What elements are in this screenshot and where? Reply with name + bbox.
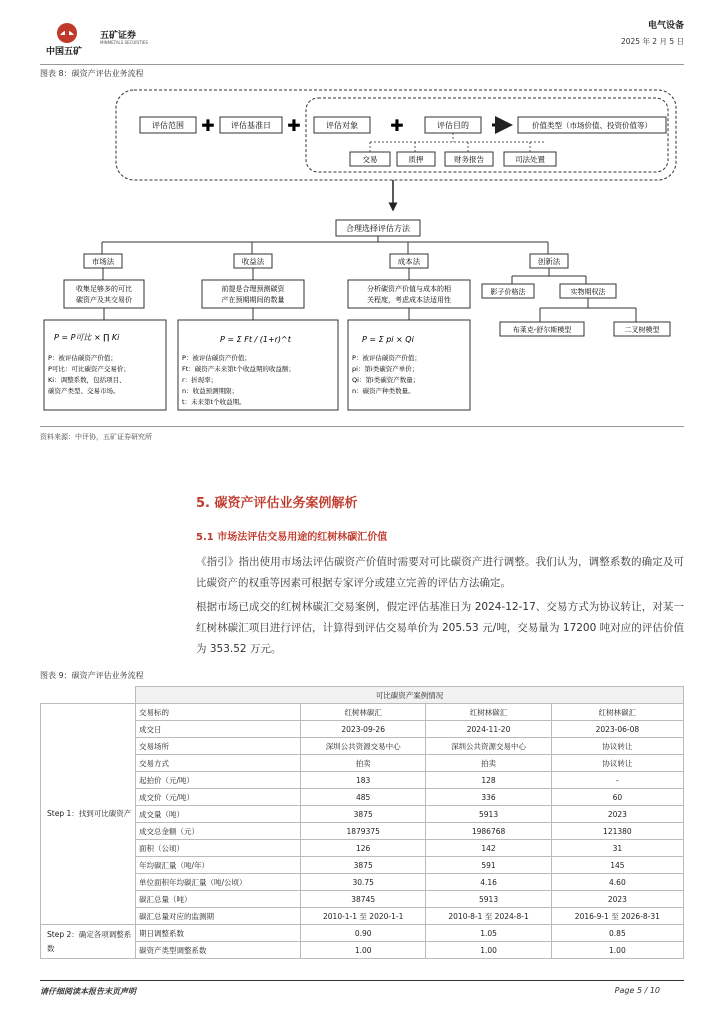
svg-text:r：折现率；: r：折现率；: [182, 376, 218, 384]
table-cell: 31: [551, 840, 683, 857]
row-label: 起拍价（元/吨）: [136, 772, 301, 789]
svg-text:司法处置: 司法处置: [515, 155, 545, 164]
figure9-caption: 图表 9：碳资产评估业务流程: [40, 671, 144, 680]
svg-text:pi：第i类碳资产单价；: pi：第i类碳资产单价；: [352, 365, 419, 373]
table-cell: 128: [426, 772, 551, 789]
row-label: 成交总金额（元）: [136, 823, 301, 840]
table-cell: 121380: [551, 823, 683, 840]
box-trade: [350, 152, 390, 166]
svg-text:交易: 交易: [362, 155, 378, 164]
svg-text:合理选择评估方法: 合理选择评估方法: [346, 224, 410, 233]
table-cell: 485: [301, 789, 426, 806]
paragraph: 根据市场已成交的红树林碳汇交易案例，假定评估基准日为 2024-12-17、交易方式为协议转让，对某一红树林碳汇项目进行评估，计算得到评估交易单价为 205.53 元/吨，交易量为 17200 吨对应的评估价值为 353.52 万元。: [196, 601, 684, 655]
footer-divider: [40, 980, 684, 981]
divider: [40, 426, 684, 427]
svg-text:碳资产及其交易价: 碳资产及其交易价: [76, 296, 132, 304]
box-base-date: [220, 117, 282, 133]
svg-text:收集足够多的可比: 收集足够多的可比: [76, 285, 132, 293]
section-title: 5. 碳资产评估业务案例解析: [196, 496, 358, 511]
table-row: [41, 840, 684, 857]
table-cell: 深圳公共资源交易中心: [426, 738, 551, 755]
table-cell: 红树林碳汇: [301, 704, 426, 721]
table-cell: 126: [301, 840, 426, 857]
box-object: [314, 117, 370, 133]
table-row: [41, 721, 684, 738]
cost-desc: [348, 280, 470, 308]
table-row: [41, 891, 684, 908]
table-cell: 2024-11-20: [426, 721, 551, 738]
plus-icon: ✚: [390, 116, 404, 135]
step-label: Step 2：确定各项调整系数: [41, 925, 136, 959]
row-label: 碳汇总量对应的监测期: [136, 908, 301, 925]
assessment-flow-diagram: [40, 82, 684, 422]
table-row: [41, 755, 684, 772]
svg-text:创新法: 创新法: [537, 257, 561, 266]
table-row: [41, 823, 684, 840]
box-innovation-method: [530, 254, 568, 268]
table-cell: 2010-1-1 至 2020-1-1: [301, 908, 426, 925]
table-row: [41, 704, 684, 721]
table-cell: 2023: [551, 891, 683, 908]
company-name: 中国五矿: [46, 47, 83, 57]
table-row: [41, 874, 684, 891]
table-row: [41, 942, 684, 959]
svg-text:P：被评估碳资产价值；: P：被评估碳资产价值；: [182, 354, 251, 362]
table-cell: 红树林碳汇: [426, 704, 551, 721]
table-row: [41, 789, 684, 806]
table-cell: 1879375: [301, 823, 426, 840]
table-cell: 拍卖: [301, 755, 426, 772]
table-cell: 协议转让: [551, 738, 683, 755]
svg-text:关程度，考虑成本法适用性: 关程度，考虑成本法适用性: [367, 296, 451, 304]
table-cell: 336: [426, 789, 551, 806]
plus-icon: ✚: [287, 116, 301, 135]
figure8-source: 资料来源：中评协，五矿证券研究所: [40, 433, 152, 441]
row-label: 碳汇总量（吨）: [136, 891, 301, 908]
svg-text:n：碳资产种类数量。: n：碳资产种类数量。: [352, 387, 415, 395]
step-label: Step 1：找到可比碳资产: [41, 704, 136, 925]
svg-text:Qi：第i类碳资产数量；: Qi：第i类碳资产数量；: [352, 376, 420, 384]
svg-text:P可比：可比碳资产交易价；: P可比：可比碳资产交易价；: [48, 365, 130, 373]
box-black-scholes: [500, 322, 584, 336]
table-cell: 2023: [551, 806, 683, 823]
row-label: 交易标的: [136, 704, 301, 721]
box-financial-report: [445, 152, 493, 166]
svg-text:n：收益预测期限；: n：收益预测期限；: [182, 387, 239, 395]
svg-text:P = Σ Ft / (1+r)^t: P = Σ Ft / (1+r)^t: [220, 335, 291, 344]
svg-text:成本法: 成本法: [397, 257, 421, 266]
table-cell: 38745: [301, 891, 426, 908]
page-number: Page 5 / 10: [614, 986, 660, 995]
table-cell: 3875: [301, 857, 426, 874]
box-binomial-tree: [614, 322, 670, 336]
divider: [40, 64, 684, 65]
table-cell: 1.00: [551, 942, 683, 959]
box-cost-method: [390, 254, 428, 268]
table-cell: 0.90: [301, 925, 426, 942]
table-cell: 协议转让: [551, 755, 683, 772]
table-cell: 142: [426, 840, 551, 857]
table-cell: 4.16: [426, 874, 551, 891]
table-cell: 591: [426, 857, 551, 874]
svg-text:实物期权法: 实物期权法: [570, 288, 606, 296]
cost-formula-box: [348, 320, 470, 410]
table-cell: 红树林碳汇: [551, 704, 683, 721]
table-cell: 183: [301, 772, 426, 789]
svg-text:前提是合理预测碳资: 前提是合理预测碳资: [221, 285, 285, 293]
svg-text:价值类型（市场价值、投资价值等）: 价值类型（市场价值、投资价值等）: [532, 121, 652, 130]
svg-text:产在预期期间的数量: 产在预期期间的数量: [221, 296, 285, 304]
svg-text:财务报告: 财务报告: [454, 155, 484, 164]
row-label: 碳资产类型调整系数: [136, 942, 301, 959]
box-pledge: [397, 152, 435, 166]
table-cell: 60: [551, 789, 683, 806]
plus-icon: ✚: [201, 116, 215, 135]
box-market-method: [84, 254, 122, 268]
table-cell: 5913: [426, 806, 551, 823]
svg-text:评估基准日: 评估基准日: [231, 121, 271, 130]
outer-dashed-frame: [116, 90, 676, 180]
box-shadow-price: [482, 284, 534, 298]
table-cell: 0.85: [551, 925, 683, 942]
svg-text:Ki：调整系数，包括项目、: Ki：调整系数，包括项目、: [48, 376, 126, 384]
svg-text:分析碳资产价值与成本的相: 分析碳资产价值与成本的相: [367, 285, 451, 293]
table-row: [41, 925, 684, 942]
company-logo-icon: [56, 22, 78, 44]
svg-text:评估对象: 评估对象: [326, 121, 358, 130]
svg-text:Ft：碳资产未来第t个收益期的收益额；: Ft：碳资产未来第t个收益期的收益额；: [182, 365, 295, 373]
svg-text:质押: 质押: [408, 155, 424, 164]
row-label: 成交价（元/吨）: [136, 789, 301, 806]
report-date: 2025 年 2 月 5 日: [620, 37, 684, 46]
table-cell: 4.60: [551, 874, 683, 891]
table-cell: 2023-09-26: [301, 721, 426, 738]
table-cell: 30.75: [301, 874, 426, 891]
table-cell: 拍卖: [426, 755, 551, 772]
paragraph: 《指引》指出使用市场法评估碳资产价值时需要对可比碳资产进行调整。我们认为，调整系数的确定及可比碳资产的权重等因素可根据专家评分或建立完善的评估方法确定。: [196, 556, 684, 589]
svg-text:评估范围: 评估范围: [152, 121, 184, 130]
purpose-connectors: [370, 133, 546, 152]
svg-text:t：未来第t个收益期。: t：未来第t个收益期。: [182, 398, 246, 406]
comparable-assets-table: [40, 686, 684, 959]
market-formula-box: [44, 320, 166, 410]
svg-text:布莱克-舒尔斯模型: 布莱克-舒尔斯模型: [512, 326, 572, 334]
svg-text:二叉树模型: 二叉树模型: [624, 326, 660, 334]
method-connectors: [102, 236, 548, 254]
box-method-root: [336, 220, 420, 236]
row-label: 交易场所: [136, 738, 301, 755]
table-row: [41, 738, 684, 755]
row-label: 年均碳汇量（吨/年）: [136, 857, 301, 874]
table-cell: 1986768: [426, 823, 551, 840]
box-income-method: [234, 254, 272, 268]
row-label: 期日调整系数: [136, 925, 301, 942]
table-row: [41, 908, 684, 925]
table-cell: 1.05: [426, 925, 551, 942]
svg-text:碳资产类型、交易市场。: 碳资产类型、交易市场。: [48, 387, 120, 395]
svg-text:影子价格法: 影子价格法: [490, 288, 526, 296]
table-cell: 3875: [301, 806, 426, 823]
table-cell: 2016-9-1 至 2026-8-31: [551, 908, 683, 925]
svg-text:P = Σ pi × Qi: P = Σ pi × Qi: [362, 335, 414, 344]
row-label: 交易方式: [136, 755, 301, 772]
report-category: 电气设备: [647, 21, 684, 31]
svg-text:评估目的: 评估目的: [437, 121, 469, 130]
table-cell: 145: [551, 857, 683, 874]
table-cell: 1.00: [301, 942, 426, 959]
table-header: 可比碳资产案例情况: [136, 687, 684, 704]
box-real-option: [560, 284, 616, 298]
box-value-type: [518, 117, 666, 133]
table-row: [41, 806, 684, 823]
table-cell: 1.00: [426, 942, 551, 959]
box-scope: [140, 117, 196, 133]
svg-text:P = P可比 × ∏ Ki: P = P可比 × ∏ Ki: [54, 333, 120, 342]
securities-name: 五矿证券: [100, 31, 137, 41]
securities-name-en: MINMETALS SECURITIES: [100, 40, 148, 45]
table-header-row: [41, 687, 684, 704]
row-label: 面积（公顷）: [136, 840, 301, 857]
row-label: 成交量（吨）: [136, 806, 301, 823]
svg-text:P：被评估碳资产价值；: P：被评估碳资产价值；: [352, 354, 421, 362]
table-cell: 2010-8-1 至 2024-8-1: [426, 908, 551, 925]
table-row: [41, 857, 684, 874]
svg-text:收益法: 收益法: [241, 257, 265, 266]
table-row: [41, 772, 684, 789]
svg-text:P：被评估碳资产价值；: P：被评估碳资产价值；: [48, 354, 117, 362]
box-purpose: [425, 117, 481, 133]
row-label: 成交日: [136, 721, 301, 738]
footer-disclaimer: 请仔细阅读本报告末页声明: [40, 987, 136, 996]
figure8-caption: 图表 8：碳资产评估业务流程: [40, 69, 144, 78]
income-desc: [202, 280, 304, 308]
table-cell: 5913: [426, 891, 551, 908]
row-label: 单位面积年均碳汇量（吨/公顷）: [136, 874, 301, 891]
table-cell: 2023-06-08: [551, 721, 683, 738]
table-cell: -: [551, 772, 683, 789]
section-subtitle: 5.1 市场法评估交易用途的红树林碳汇价值: [196, 532, 388, 543]
income-formula-box: [178, 320, 338, 410]
svg-text:市场法: 市场法: [91, 257, 115, 266]
table-cell: 深圳公共资源交易中心: [301, 738, 426, 755]
box-judicial: [504, 152, 556, 166]
market-desc: [64, 280, 144, 308]
